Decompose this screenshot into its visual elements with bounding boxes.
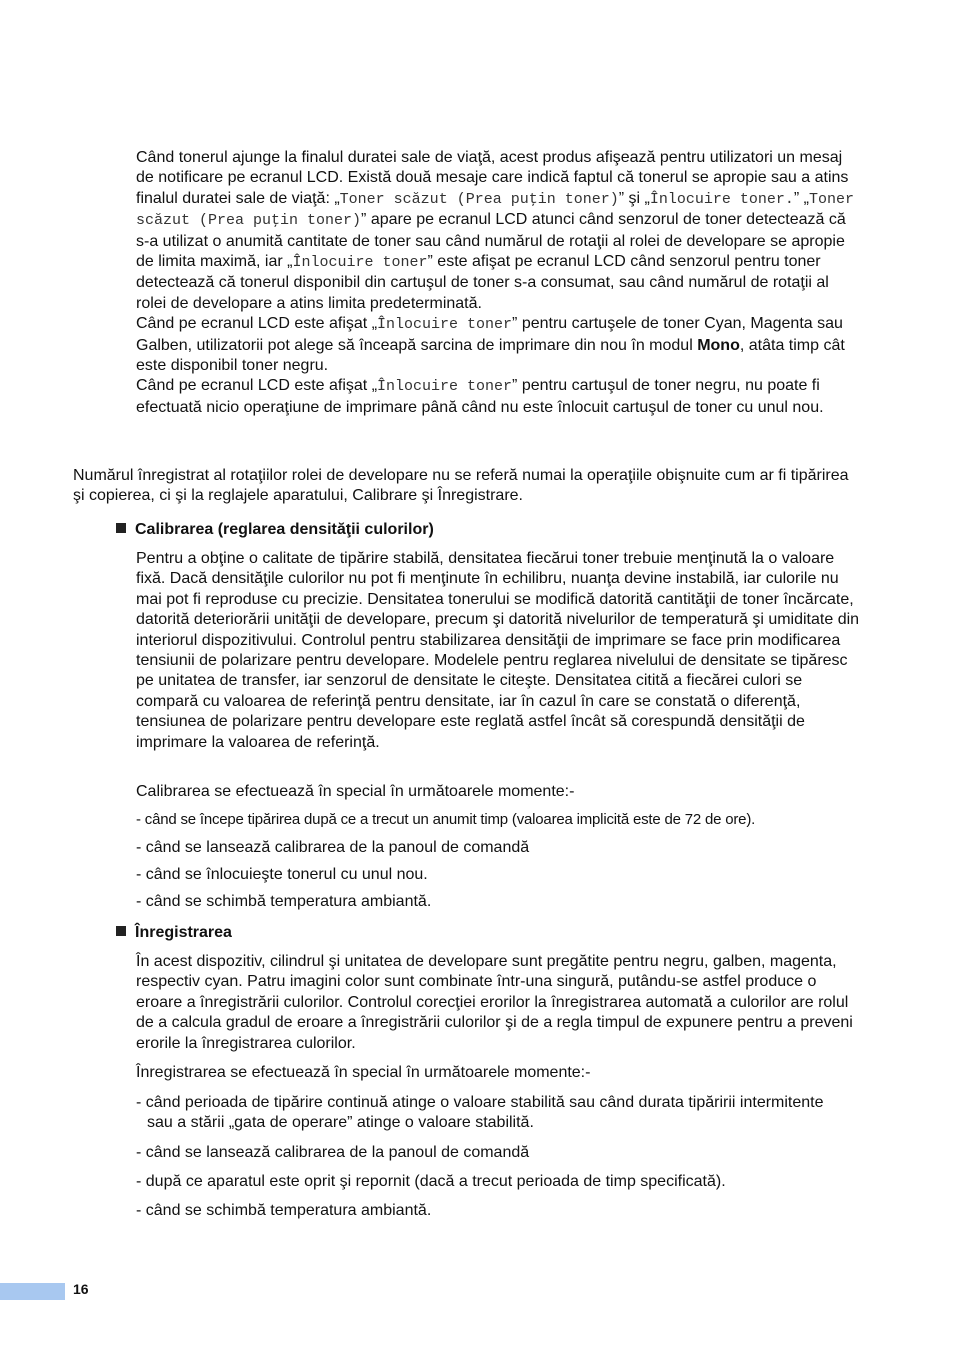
text-run: ” pentru cartuşul de toner negru, nu poate fi efectuată nicio operaţiune de imprimare până când nu este înlocuit cartuşul de toner cu unul nou. bbox=[136, 377, 824, 416]
text-run: , atâta timp cât este disponibil toner negru. bbox=[136, 336, 845, 375]
calibration-item: - când se lansează calibrarea de la panoul de comandă bbox=[136, 839, 530, 856]
square-bullet-icon bbox=[116, 523, 126, 533]
toner-notification-paragraph bbox=[136, 148, 862, 418]
lcd-message: Înlocuire toner bbox=[292, 254, 428, 272]
calibration-heading-text: Calibrarea (reglarea densităţii culorilor) bbox=[135, 521, 434, 538]
registration-heading-text: Înregistrarea bbox=[135, 924, 232, 941]
lcd-message: Înlocuire toner bbox=[377, 316, 513, 334]
text-run: ” „ bbox=[793, 189, 809, 207]
lcd-message: Înlocuire toner. bbox=[649, 190, 794, 208]
registration-heading bbox=[116, 923, 232, 943]
calibration-item: - când se înlocuieşte tonerul cu unul nou. bbox=[136, 866, 428, 883]
registration-item: - când perioada de tipărire continuă atinge o valoare stabilită sau când durata tipăririi intermitente sau a stării „gata de operare” atinge o valoare stabilită. bbox=[136, 1094, 824, 1132]
text-run: Când pe ecranul LCD este afişat „ bbox=[136, 315, 378, 333]
calibration-lead: Calibrarea se efectuează în special în următoarele momente:- bbox=[136, 783, 575, 800]
page-tab-marker bbox=[0, 1283, 65, 1300]
registration-item: - când se schimbă temperatura ambiantă. bbox=[136, 1202, 432, 1219]
text-run: ” este afişat pe ecranul LCD când senzorul pentru toner detectează că tonerul disponibil din cartuşul de toner s-a consumat, sau când numărul de rotaţii al rolei de developare a atins limita predeterminată. bbox=[136, 253, 829, 312]
square-bullet-icon bbox=[116, 926, 126, 936]
calibration-item: - când se schimbă temperatura ambiantă. bbox=[136, 893, 432, 910]
rotations-note-paragraph: Numărul înregistrat al rotaţiilor rolei de developare nu se referă numai la operaţiile obişnuite cum ar fi tipărirea şi copierea, ci şi la reglajele aparatului, Calibrare şi Înregistrare. bbox=[73, 467, 849, 505]
text-run: Când pe ecranul LCD este afişat „ bbox=[136, 377, 378, 395]
registration-item: - după ce aparatul este oprit şi repornit (dacă a trecut perioada de timp specificată). bbox=[136, 1173, 726, 1190]
registration-lead: Înregistrarea se efectuează în special în următoarele momente:- bbox=[136, 1064, 591, 1081]
page-number: 16 bbox=[73, 1281, 89, 1297]
calibration-item: - când se începe tipărirea după ce a trecut un anumit timp (valoarea implicită este de 72 de ore). bbox=[136, 811, 756, 828]
lcd-message: Toner scăzut (Prea puţin toner) bbox=[339, 190, 619, 208]
calibration-heading bbox=[116, 520, 434, 540]
lcd-message: Înlocuire toner bbox=[377, 378, 513, 396]
text-run: Când tonerul ajunge la finalul duratei sale de viaţă, acest produs afişează pentru utilizatori un mesaj de notificare pe ecranul LCD. Există două mesaje care indică faptul că tonerul se apropie sau a atins finalul duratei sale de viaţă: „ bbox=[136, 149, 849, 207]
calibration-body: Pentru a obţine o calitate de tipărire stabilă, densitatea fiecărui toner trebuie menţinută la o valoare fixă. Dacă densităţile culorilor nu pot fi menţinute în echilibru, nuanţa devine instabilă, iar culorile nu mai pot fi reproduse cu precizie. Densitatea tonerului se modifică datorită cantităţii de toner încărcate, datorită deteriorării unităţii de developare, precum şi datorită nivelurilor de temperatură şi umiditate din interiorul dispozitivului. Controlul pentru stabilizarea densităţii de imprimare se face prin modificarea tensiunii de polarizare pentru developare. Modelele pentru reglarea nivelului de densitate se tipăresc pe unitatea de transfer, iar senzorul de densitate le citeşte. Densitatea citită a fiecărei culori se compară cu valoarea de referinţă pentru densitate, iar în cazul în care se constată o diferenţă, tensiunea de polarizare pentru developare este reglată astfel încât să corespundă densităţii de imprimare la valoarea de referinţă. bbox=[136, 550, 860, 751]
text-run: ” şi „ bbox=[618, 189, 650, 207]
mono-mode-label: Mono bbox=[697, 336, 740, 354]
text-run: ” apare pe ecranul LCD atunci când senzorul de toner detectează că s-a utilizat o anumită cantitate de toner sau când numărul de rotaţii al rolei de developare se apropie de limita maximă, iar „ bbox=[136, 211, 846, 271]
lcd-message: Toner scăzut (Prea puţin toner) bbox=[136, 190, 854, 230]
registration-item: - când se lansează calibrarea de la panoul de comandă bbox=[136, 1144, 530, 1161]
registration-body: În acest dispozitiv, cilindrul şi unitatea de developare sunt pregătite pentru negru, galben, magenta, respectiv cyan. Patru imagini color sunt combinate într-una singură, putându-se astfel produce o eroare a înregistrării culorilor. Controlul corecţiei erorilor la înregistrarea automată a culorilor are rolul de a calcula gradul de eroare a înregistrării culorilor şi de a regla timpul de expunere pentru a preveni erorile la înregistrarea culorilor. bbox=[136, 953, 853, 1052]
text-run: ” pentru cartuşele de toner Cyan, Magenta sau Galben, utilizatorii pot alege să înceapă sarcina de imprimare din nou în modul bbox=[136, 315, 843, 354]
